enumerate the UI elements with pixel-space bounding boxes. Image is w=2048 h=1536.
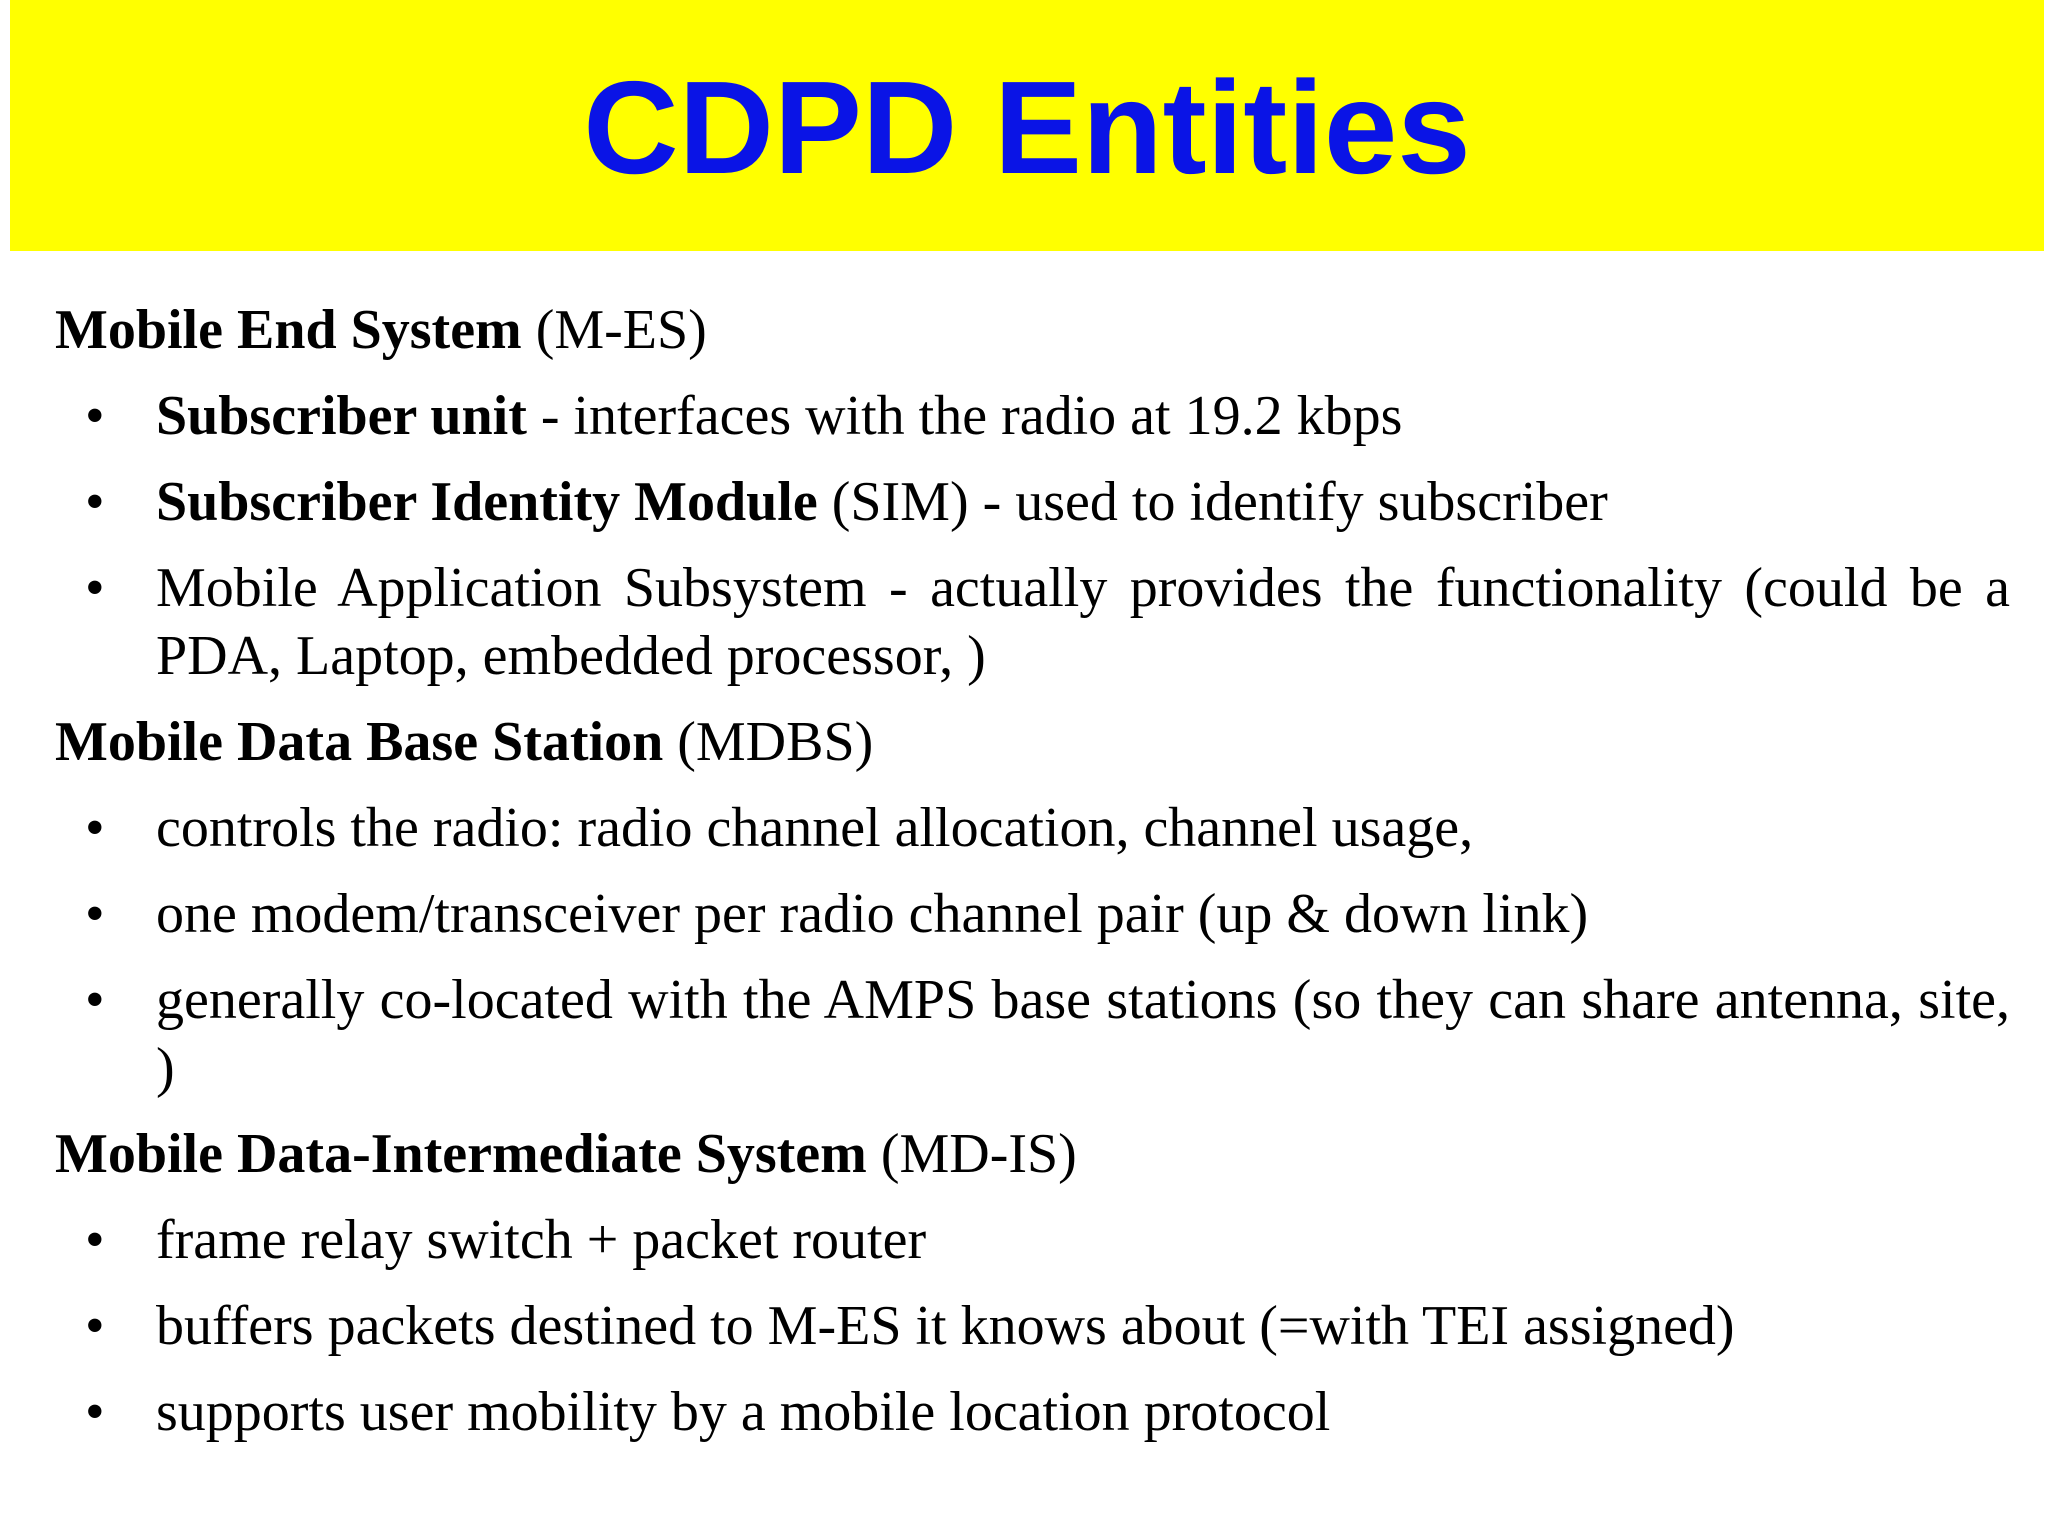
bullet-icon: • — [85, 883, 105, 945]
bullet-text: - interfaces with the radio at 19.2 kbps — [526, 385, 1403, 447]
bullet-text: controls the radio: radio channel allocation, channel usage, — [156, 797, 1474, 859]
list-item — [55, 1206, 2010, 1274]
section-heading-bold: Mobile End System — [55, 299, 522, 361]
title-bar — [10, 0, 2044, 251]
bullet-icon: • — [85, 385, 105, 447]
list-item — [55, 382, 2010, 450]
bullet-text: generally co-located with the AMPS base stations (so they can share antenna, site, ) — [156, 969, 2010, 1099]
bullet-text: one modem/transceiver per radio channel pair (up & down link) — [156, 883, 1589, 945]
section-heading-bold: Mobile Data-Intermediate System — [55, 1123, 867, 1185]
section-heading-abbrev: (M-ES) — [521, 299, 707, 361]
list-item — [55, 1292, 2010, 1360]
bullet-icon: • — [85, 797, 105, 859]
bullet-text: Mobile Application Subsystem - actually provides the functionality (could be a PDA, Laptop, embedded processor, ) — [156, 557, 2010, 687]
bullet-icon: • — [85, 471, 105, 533]
bullet-text: supports user mobility by a mobile location protocol — [156, 1381, 1331, 1443]
bullet-text: (SIM) - used to identify subscriber — [817, 471, 1608, 533]
list-item — [55, 966, 2010, 1102]
section-heading-mobile-end-system — [55, 296, 2010, 364]
slide-title: CDPD Entities — [583, 54, 1471, 201]
bullet-list — [55, 1206, 2010, 1446]
bullet-list — [55, 794, 2010, 1102]
bullet-text: frame relay switch + packet router — [156, 1209, 927, 1271]
bullet-icon: • — [85, 1295, 105, 1357]
slide-content — [55, 296, 2010, 1464]
list-item — [55, 880, 2010, 948]
bullet-bold-term: Subscriber unit — [156, 385, 527, 447]
section-heading-mobile-data-intermediate-system — [55, 1120, 2010, 1188]
bullet-bold-term: Subscriber Identity Module — [156, 471, 818, 533]
list-item — [55, 794, 2010, 862]
list-item — [55, 1378, 2010, 1446]
bullet-icon: • — [85, 969, 105, 1031]
bullet-icon: • — [85, 557, 105, 619]
section-heading-abbrev: (MD-IS) — [866, 1123, 1077, 1185]
section-heading-mobile-data-base-station — [55, 708, 2010, 776]
bullet-icon: • — [85, 1381, 105, 1443]
bullet-text: buffers packets destined to M-ES it knows about (=with TEI assigned) — [156, 1295, 1735, 1357]
bullet-list — [55, 382, 2010, 690]
list-item — [55, 468, 2010, 536]
section-heading-abbrev: (MDBS) — [663, 711, 874, 773]
section-heading-bold: Mobile Data Base Station — [55, 711, 664, 773]
list-item — [55, 554, 2010, 690]
bullet-icon: • — [85, 1209, 105, 1271]
